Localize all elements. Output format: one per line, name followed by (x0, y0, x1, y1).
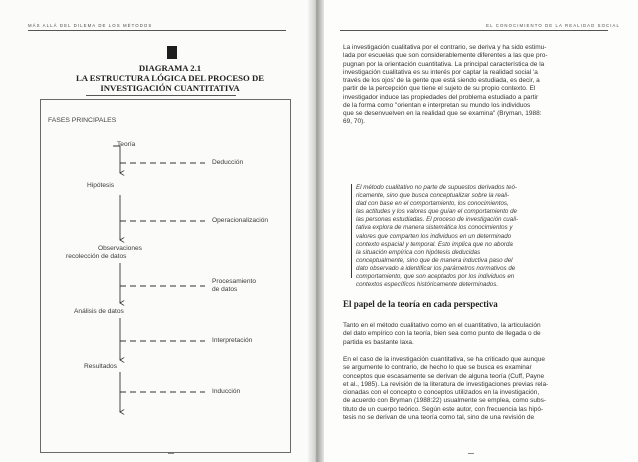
quote-line: la situación empírica con hipótesis deducidas (356, 248, 481, 256)
quote-line: comportamiento, que son aceptados por los individuos en (356, 273, 515, 281)
quote-line: conceptualmente, sino que de manera inductiva paso del (356, 256, 513, 264)
quote-line: dato observado a identificar los parámetros normativos de (356, 264, 516, 272)
quote-line: las actitudes y los valores que guían el comportamiento de (356, 208, 517, 216)
text-line: cionadas con el concepto o conceptos utilizados en la investigación, (343, 389, 540, 396)
right-page-mark (468, 453, 474, 454)
quote-line: ricamente, sino que busca conceptualizar sobre la reali- (356, 192, 510, 200)
right-header-rule (340, 30, 608, 31)
quote-line: valores que comparten los individuos en un determinado (356, 232, 512, 240)
quote-line: las personas estudiadas. El proceso de investigación cuali- (356, 216, 518, 224)
right-running-head: EL CONOCIMIENTO DE LA REALIDAD SOCIAL (486, 23, 620, 28)
process-operacionalizacion: Operacionalización (212, 217, 269, 224)
quote-line: contextos específicos históricamente determinados. (356, 281, 499, 289)
process-deduccion: Deducción (212, 159, 244, 166)
stage-analisis: Análisis de datos (74, 308, 124, 315)
text-line: del dato empírico con la teoría, bien sea como punto de llegada o de (343, 330, 541, 338)
text-line: de acuerdo con Bryman (1988:22) usualmente se emplea, como subs- (343, 397, 547, 405)
diagram-title-line-1: LA ESTRUCTURA LÓGICA DEL PROCESO DE (75, 73, 265, 83)
text-line: pugnan por la orientación cuantitativa. La principal característica de la (343, 60, 545, 68)
stage-observaciones: Observaciones (98, 245, 142, 252)
text-line: En el caso de la investigación cuantitativa, se ha criticado que aunque (343, 356, 545, 363)
block-quote (356, 184, 594, 289)
text-line: partir de la percepción que tiene el sujeto de su propio contexto. El (343, 85, 536, 93)
diagram-title-line-2: INVESTIGACIÓN CUANTITATIVA (100, 83, 240, 93)
text-line: 69, 70). (343, 118, 366, 126)
process-interpretacion: Interpretación (212, 337, 253, 344)
left-page (0, 0, 316, 462)
left-page-mark (168, 453, 174, 454)
stage-recoleccion: recolección de datos (66, 253, 127, 260)
book-spine (308, 0, 324, 462)
stage-hipotesis: Hipótesis (87, 182, 115, 189)
text-line: partida es bastante laxa. (343, 338, 414, 346)
stage-resultados: Resultados (84, 363, 117, 370)
left-running-head: MÁS ALLÁ DEL DILEMA DE LOS MÉTODOS (28, 23, 153, 28)
text-line: tesis no se derivan de una teoría como tal, sino de una revisión de (343, 413, 535, 421)
text-line: investigación cualitativa es su interés por captar la realidad social 'a (343, 68, 538, 76)
section-heading: El papel de la teoría en cada perspectiva (343, 299, 498, 309)
quote-bar (351, 184, 352, 278)
process-de-datos: de datos (212, 286, 238, 293)
text-line: tituto de un cuerpo teórico. Según este autor, con frecuencia las hipó- (343, 405, 544, 413)
paragraph-1 (343, 44, 608, 127)
text-line: conceptos que escasamente se derivan de alguna teoría (Cuff, Payne (343, 372, 545, 380)
paragraph-2 (343, 322, 608, 347)
text-line: lada por escuelas que son considerablemente diferentes a las que pro- (343, 52, 548, 60)
quote-line: contexto espacial y temporal. Esto implica que no aborda (356, 240, 513, 248)
quote-line: El método cualitativo no parte de supuestos derivados teó- (356, 184, 517, 191)
process-procesamiento: Procesamiento (212, 278, 256, 285)
process-induccion: Inducción (212, 388, 241, 395)
stage-teoria: Teoría (117, 141, 136, 148)
text-line: través de los ojos' de la gente que está siendo estudiada, es decir, a (343, 77, 540, 84)
text-line: La investigación cualitativa por el contrario, se deriva y ha sido estimu- (343, 44, 547, 51)
text-line: investigador induce las propiedades del problema estudiado a partir (343, 93, 539, 101)
phases-label: FASES PRINCIPALES (48, 117, 117, 124)
text-line: que se desenvuelven en la realidad que se examina" (Bryman, 1988: (343, 110, 542, 117)
diagram-number: DIAGRAMA 2.1 (138, 63, 202, 73)
text-line: Tanto en el método cualitativo como en el cuantitativo, la articulación (343, 322, 541, 329)
text-line: et al., 1985). La revisión de la literatura de investigaciones previas rela- (343, 380, 549, 388)
quote-line: dad con base en el comportamiento, los conocimientos, (356, 200, 509, 208)
paragraph-3 (343, 356, 608, 422)
flow-diagram (0, 0, 316, 462)
quote-line: tativa explora de manera sistemática los conocimientos y (356, 224, 513, 232)
text-line: se argumente lo contrario, de hecho lo que se busca es examinar (343, 364, 532, 372)
text-line: de la forma como "orientan e interpretan su mundo los individuos (343, 101, 531, 109)
